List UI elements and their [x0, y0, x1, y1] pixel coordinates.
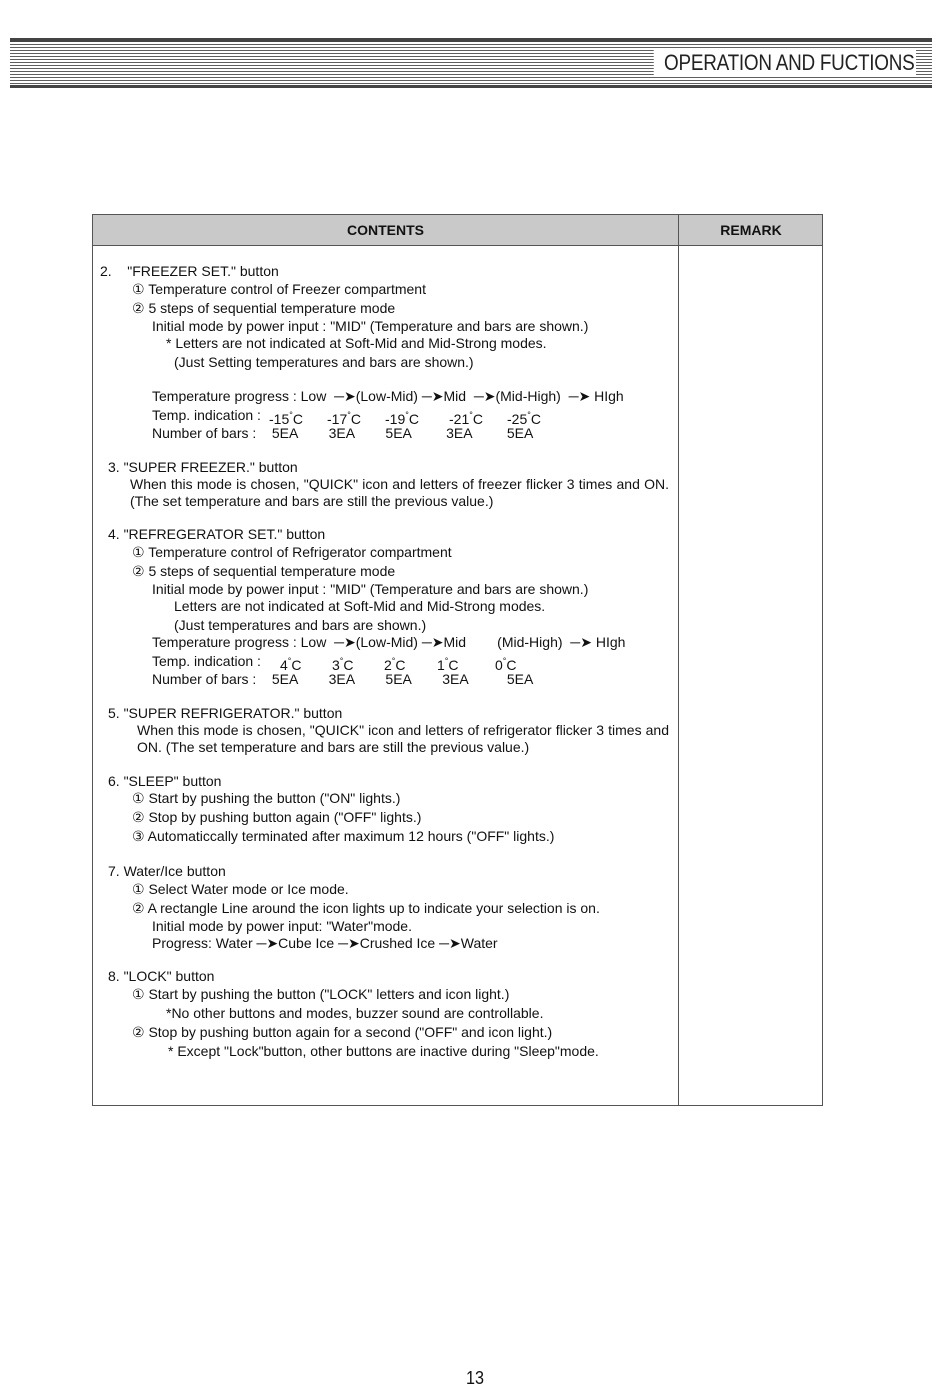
super-refrigerator-description: When this mode is chosen, "QUICK" icon and letters of refrigerator flicker 3 times and ON. (The set temperature and bars are still the previous value.) — [137, 722, 669, 755]
header-bottom-rule — [10, 85, 932, 88]
section-super-refrigerator-heading: 5. "SUPER REFRIGERATOR." button — [108, 705, 343, 721]
degree-sign: ° — [444, 656, 449, 666]
number-of-bars-line: Number of bars : 5EA 3EA 5EA 3EA 5EA — [152, 425, 534, 441]
column-divider — [678, 215, 679, 1105]
temp-unit: C — [343, 657, 354, 673]
temp-value: -19 — [385, 411, 406, 427]
temp-unit: C — [292, 411, 303, 427]
temperature-progress-line: Temperature progress : Low ─➤(Low-Mid) ─➤Mid (Mid-High) ─➤ HIgh — [152, 634, 626, 650]
degree-sign: ° — [287, 656, 292, 666]
list-item: ② Stop by pushing button again for a second ("OFF" and icon light.) — [132, 1024, 553, 1040]
degree-sign: ° — [502, 656, 507, 666]
section-water-ice-heading: 7. Water/Ice button — [108, 863, 226, 879]
section-lock-heading: 8. "LOCK" button — [108, 968, 215, 984]
freezer-temp-2 — [327, 407, 361, 427]
temp-value: 4 — [280, 657, 288, 673]
freezer-temp-4 — [449, 407, 483, 427]
list-item: ② 5 steps of sequential temperature mode — [132, 563, 396, 579]
text-line: Initial mode by power input : "MID" (Temperature and bars are shown.) — [152, 581, 589, 597]
table-header — [93, 215, 822, 246]
temp-value: -21 — [449, 411, 470, 427]
list-item: ① Temperature control of Refrigerator compartment — [132, 544, 452, 560]
freezer-temp-3 — [385, 407, 419, 427]
temp-unit: C — [291, 657, 302, 673]
temp-unit: C — [448, 657, 459, 673]
freezer-temp-5 — [507, 407, 541, 427]
column-header-contents: CONTENTS — [347, 222, 424, 238]
note-line: * Except "Lock"button, other buttons are inactive during "Sleep"mode. — [168, 1043, 599, 1059]
text-line: (Just Setting temperatures and bars are shown.) — [174, 354, 474, 370]
section-freezer-set-heading: 2. "FREEZER SET." button — [100, 263, 279, 279]
degree-sign: ° — [289, 410, 293, 420]
note-line: * Letters are not indicated at Soft-Mid and Mid-Strong modes. — [166, 335, 547, 351]
degree-sign: ° — [347, 410, 351, 420]
degree-sign: ° — [339, 656, 344, 666]
list-item: ① Start by pushing the button ("ON" lights.) — [132, 790, 401, 806]
degree-sign: ° — [391, 656, 396, 666]
temp-unit: C — [395, 657, 406, 673]
header-band — [10, 38, 932, 88]
progress-line: Progress: Water ─➤Cube Ice ─➤Crushed Ice ─➤Water — [152, 935, 498, 951]
text-line: Initial mode by power input : "MID" (Temperature and bars are shown.) — [152, 318, 589, 334]
list-item: ① Temperature control of Freezer compartment — [132, 281, 426, 297]
temp-value: -17 — [327, 411, 348, 427]
temp-value: -15 — [269, 411, 290, 427]
list-item: ② A rectangle Line around the icon lights up to indicate your selection is on. — [132, 900, 600, 916]
temp-unit: C — [472, 411, 483, 427]
degree-sign: ° — [469, 410, 473, 420]
temp-indication-label: Temp. indication : — [152, 653, 261, 669]
section-refregerator-set-heading: 4. "REFREGERATOR SET." button — [108, 526, 326, 542]
fridge-temp-5 — [495, 653, 517, 673]
page-number: 13 — [465, 1368, 485, 1388]
fridge-temp-2 — [332, 653, 354, 673]
temperature-progress-line: Temperature progress : Low ─➤(Low-Mid) ─➤Mid ─➤(Mid-High) ─➤ HIgh — [152, 388, 624, 404]
list-item: ① Start by pushing the button ("LOCK" letters and icon light.) — [132, 986, 510, 1002]
section-sleep-heading: 6. "SLEEP" button — [108, 773, 222, 789]
temp-value: 1 — [437, 657, 445, 673]
text-line: (Just temperatures and bars are shown.) — [174, 617, 427, 633]
temp-unit: C — [506, 657, 517, 673]
freezer-temp-1 — [269, 407, 303, 427]
text-line: Letters are not indicated at Soft-Mid and Mid-Strong modes. — [174, 598, 546, 614]
list-item: ② 5 steps of sequential temperature mode — [132, 300, 396, 316]
note-line: *No other buttons and modes, buzzer sound are controllable. — [166, 1005, 544, 1021]
temp-unit: C — [530, 411, 541, 427]
section-super-freezer-heading: 3. "SUPER FREEZER." button — [108, 459, 298, 475]
text-line: Initial mode by power input: "Water"mode. — [152, 918, 412, 934]
column-header-remark: REMARK — [720, 222, 782, 238]
super-freezer-description: When this mode is chosen, "QUICK" icon and letters of freezer flicker 3 times and ON. (The set temperature and bars are still the previous value.) — [130, 476, 669, 509]
fridge-temp-1 — [280, 653, 302, 673]
temp-indication-label: Temp. indication : — [152, 407, 261, 423]
list-item: ① Select Water mode or Ice mode. — [132, 881, 349, 897]
fridge-temp-3 — [384, 653, 406, 673]
temp-value: 2 — [384, 657, 392, 673]
list-item: ② Stop by pushing button again ("OFF" lights.) — [132, 809, 422, 825]
temp-unit: C — [408, 411, 419, 427]
temp-unit: C — [350, 411, 361, 427]
temp-value: 0 — [495, 657, 503, 673]
temp-value: 3 — [332, 657, 340, 673]
fridge-temp-4 — [437, 653, 459, 673]
page-title: OPERATION AND FUCTIONS — [653, 50, 916, 76]
number-of-bars-line: Number of bars : 5EA 3EA 5EA 3EA 5EA — [152, 671, 534, 687]
temp-value: -25 — [507, 411, 528, 427]
degree-sign: ° — [527, 410, 531, 420]
header-top-rule — [10, 38, 932, 42]
list-item: ③ Automaticcally terminated after maximum 12 hours ("OFF" lights.) — [132, 828, 555, 844]
degree-sign: ° — [405, 410, 409, 420]
